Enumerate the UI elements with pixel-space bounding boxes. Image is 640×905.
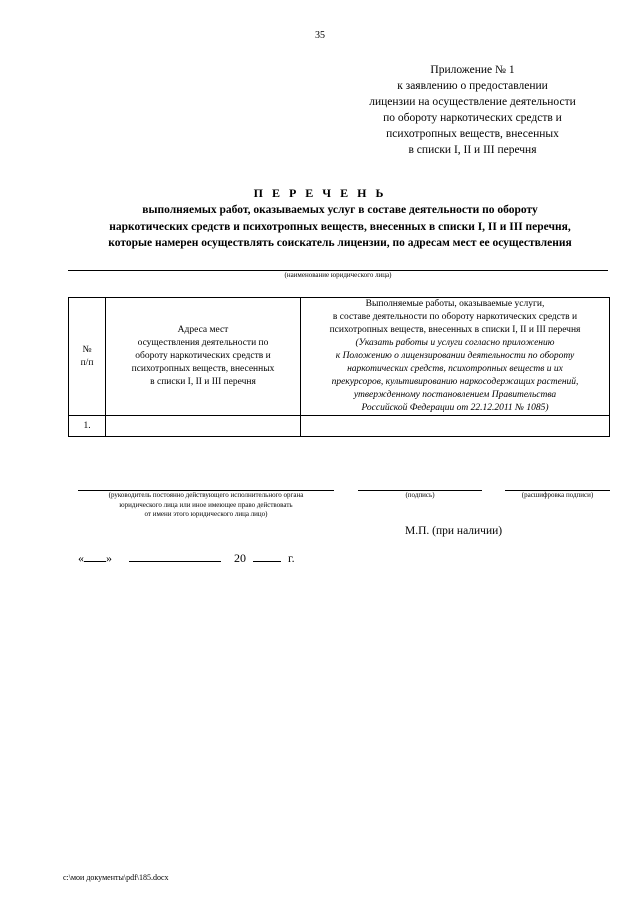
row-address-cell[interactable] — [106, 416, 301, 437]
header-address-line: Адреса мест — [177, 325, 229, 335]
appendix-line: психотропных веществ, внесенных — [386, 128, 559, 140]
year-suffix: г. — [288, 551, 295, 565]
header-number-cell — [69, 298, 106, 416]
table-header-row — [69, 298, 610, 416]
signature-caption: (подпись) — [405, 491, 435, 499]
header-works-line: Выполняемые работы, оказываемые услуги, — [365, 299, 545, 309]
header-works-line: психотропных веществ, внесенных в списки I, II и III перечня — [329, 325, 581, 335]
file-path: c:\мои документы\pdf\185.docx — [63, 873, 169, 882]
head-caption-line: от имени этого юридического лица лицо) — [144, 510, 268, 518]
appendix-line: лицензии на осуществление деятельности — [369, 96, 576, 108]
appendix-block — [345, 62, 600, 158]
year-field[interactable] — [253, 560, 281, 562]
date-close-quote: » — [106, 551, 112, 565]
subtitle-line: которые намерен осуществлять соискатель лицензии, по адресам мест ее осуществления — [108, 237, 572, 249]
page-number: 35 — [315, 30, 325, 41]
header-address-line: в списки I, II и III перечня — [150, 377, 256, 387]
header-works-note-line: утвержденному постановлением Правительства — [353, 390, 557, 400]
header-works-note-line: наркотических средств, психотропных веществ и их — [347, 364, 563, 374]
year-prefix: 20 — [234, 551, 246, 565]
header-address-line: осуществления деятельности по — [137, 338, 269, 348]
decoding-caption: (расшифровка подписи) — [521, 491, 594, 499]
document-subtitle — [60, 202, 620, 252]
header-address-line: обороту наркотических средств и — [135, 351, 271, 361]
header-works-cell — [301, 298, 610, 416]
header-address-cell — [106, 298, 301, 416]
header-number-line: № — [82, 344, 92, 355]
table-row — [69, 416, 610, 437]
subtitle-line: наркотических средств и психотропных веществ, внесенных в списки I, II и III перечня, — [109, 220, 571, 233]
header-works-note-line: прекурсоров, культивированию наркосодержащих растений, — [331, 377, 579, 387]
stamp-label: М.П. (при наличии) — [405, 525, 503, 537]
date-open-quote: « — [78, 551, 84, 565]
works-table — [68, 297, 610, 437]
appendix-line: Приложение № 1 — [430, 64, 515, 76]
header-works-note-line: Российской Федерации от 22.12.2011 № 1085) — [361, 403, 549, 413]
row-works-cell[interactable] — [301, 416, 610, 437]
org-name-caption: (наименование юридического лица) — [284, 271, 392, 279]
header-works-note-line: (Указать работы и услуги согласно приложению — [355, 338, 555, 348]
subtitle-line: выполняемых работ, оказываемых услуг в составе деятельности по обороту — [142, 204, 538, 216]
date-row — [78, 551, 295, 566]
head-caption-line: юридического лица или иное имеющее право действовать — [119, 500, 293, 509]
row-number-cell: 1. — [69, 416, 106, 437]
day-field[interactable] — [84, 560, 106, 562]
header-works-note-line: к Положению о лицензировании деятельности по обороту — [335, 351, 575, 361]
header-number-line: п/п — [80, 357, 94, 368]
appendix-line: к заявлению о предоставлении — [397, 80, 548, 92]
appendix-line: в списки I, II и III перечня — [408, 144, 537, 156]
appendix-line: по обороту наркотических средств и — [383, 112, 562, 124]
header-works-line: в составе деятельности по обороту наркотических средств и — [332, 312, 578, 322]
head-caption-line: (руководитель постоянно действующего исполнительного органа — [108, 491, 304, 499]
header-address-line: психотропных веществ, внесенных — [131, 364, 275, 374]
head-caption — [68, 491, 344, 520]
document-title: П Е Р Е Ч Е Н Ь — [253, 186, 387, 200]
month-field[interactable] — [129, 560, 221, 562]
